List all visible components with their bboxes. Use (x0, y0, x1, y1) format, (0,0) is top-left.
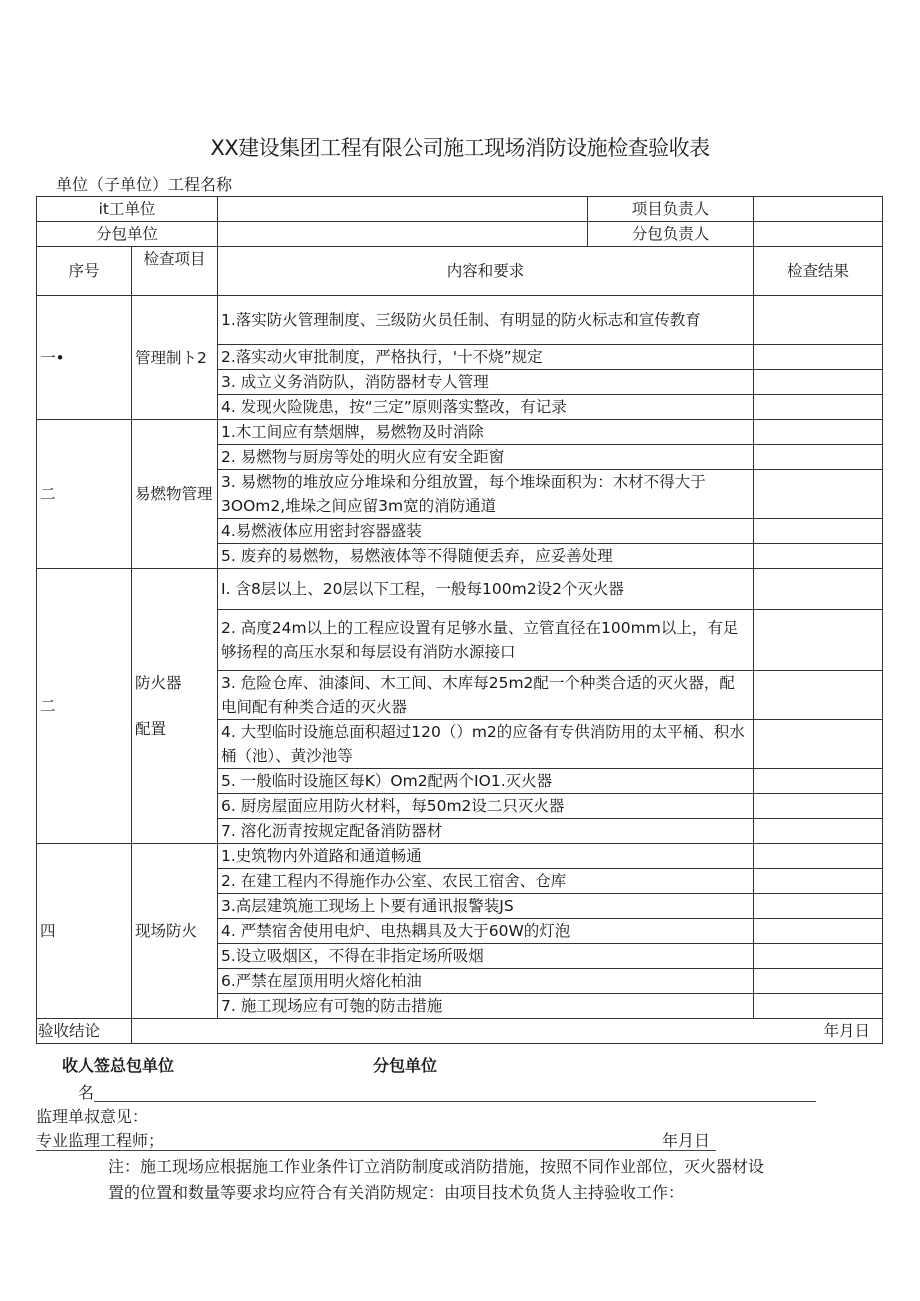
note-line-2: 置的位置和数量等要求均应符合有关消防规定：由项目技术负货人主持验收工作： (108, 1183, 685, 1202)
result-cell[interactable] (754, 470, 883, 519)
sub-unit-label: 分包单位 (37, 222, 218, 247)
header-item: 检查项目 (132, 247, 218, 296)
project-name-label: 单位（子单位）工程名称 (56, 175, 233, 194)
result-cell[interactable] (754, 420, 883, 445)
section-2-row-2: 2. 易燃物与厨房等处的明火应有安全距窗 (218, 445, 754, 470)
result-cell[interactable] (754, 869, 883, 894)
section-4-item: 现场防火 (132, 844, 218, 1019)
section-4-row-7: 7. 施工现场应有可匏的防击措施 (218, 994, 754, 1019)
section-3-row-4: 4. 大型临时设施总面积超过120（）m2的应备有专供消防用的太平桶、积水桶（池）、黄沙池等 (218, 720, 754, 769)
section-1-row-3: 3. 成立义务消防队，消防器材专人管理 (218, 370, 754, 395)
section-2-row-4: 4.易燃液体应用密封容器盛装 (218, 519, 754, 544)
sub-unit-value[interactable] (218, 222, 588, 247)
section-3-row-7: 7. 溶化沥青按规定配备消防器材 (218, 819, 754, 844)
result-cell[interactable] (754, 819, 883, 844)
result-cell[interactable] (754, 445, 883, 470)
section-4-row-5: 5.设立吸烟区，不得在非指定场所吸烟 (218, 944, 754, 969)
acceptance-signature-label: 收人签总包单位 (62, 1056, 175, 1075)
section-2-row-3: 3. 易燃物的堆放应分堆垛和分组放置，每个堆垛面积为：木材不得大于3OOm2,堆垛之间应留3m宽的消防通道 (218, 470, 754, 519)
result-cell[interactable] (754, 720, 883, 769)
section-4-row-4: 4. 严禁宿舍使用电炉、电热耦具及大于60W的灯泡 (218, 919, 754, 944)
section-4-row-6: 6.严禁在屋顶用明火熔化柏油 (218, 969, 754, 994)
page-title: XX建设集团工程有限公司施工现场消防设施检查验收表 (210, 136, 710, 160)
result-cell[interactable] (754, 544, 883, 569)
section-3-row-2: 2. 高度24m以上的工程应设置有足够水量、立管直径在100mm以上，有足够扬程的高压水泵和每层设有消防水源接口 (218, 610, 754, 671)
section-3-item (132, 569, 218, 844)
section-3-item-line2: 配置 (135, 720, 167, 738)
result-cell[interactable] (754, 894, 883, 919)
section-4-row-2: 2. 在建工程内不得施作办公室、农民工宿舍、仓库 (218, 869, 754, 894)
supervisor-signature-line (36, 1150, 716, 1151)
section-1-seq: 一• (37, 296, 132, 420)
info-row-sub (37, 222, 883, 247)
section-2-row-1: 1.木工间应有禁烟牌，易燃物及时消除 (218, 420, 754, 445)
section-1-item: 管理制ト2 (132, 296, 218, 420)
note-line-1: 注：施工现场应根据施工作业条件订立消防制度或消防措施，按照不同作业部位，灭火器材设 (108, 1157, 765, 1176)
section-3-row-6: 6. 厨房屋面应用防火材料，每50m2设二只灭火器 (218, 794, 754, 819)
conclusion-label: 验收结论 (37, 1019, 132, 1044)
result-cell[interactable] (754, 569, 883, 610)
result-cell[interactable] (754, 671, 883, 720)
project-manager-value[interactable] (754, 197, 883, 222)
supervisor-label: 专业监理工程师； (36, 1131, 165, 1150)
result-cell[interactable] (754, 844, 883, 869)
section-3-row-3: 3. 危险仓库、油漆间、木工间、木库每25m2配一个种类合适的灭火器，配电间配有种类合适的灭火器 (218, 671, 754, 720)
construction-unit-value[interactable] (218, 197, 588, 222)
section-3-row-5: 5. 一般临时设施区每K）Om2配两个IO1.灭火器 (218, 769, 754, 794)
result-cell[interactable] (754, 519, 883, 544)
table-row (37, 420, 883, 445)
section-3-row-1: I. 含8层以上、20层以下工程，一般每100m2设2个灭火器 (218, 569, 754, 610)
table-row (37, 569, 883, 610)
section-4-seq: 四 (37, 844, 132, 1019)
result-cell[interactable] (754, 794, 883, 819)
section-1-row-1: 1.落实防火管理制度、三级防火员任制、有明显的防火标志和宣传教育 (218, 296, 754, 345)
construction-unit-label: it工单位 (37, 197, 218, 222)
section-4-row-1: 1.史筑物内外道路和通道畅通 (218, 844, 754, 869)
header-content: 内容和要求 (218, 247, 754, 296)
supervisor-date: 年月日 (662, 1131, 711, 1150)
inspection-table (36, 196, 883, 1044)
section-2-row-5: 5. 废弃的易燃物，易燃液体等不得随便丢弃，应妥善处理 (218, 544, 754, 569)
section-2-item: 易燃物管理 (132, 420, 218, 569)
result-cell[interactable] (754, 944, 883, 969)
section-4-row-3: 3.高层建筑施工现场上卜要有通讯报警装JS (218, 894, 754, 919)
section-1-row-4: 4. 发现火险陇患，按“三定”原则落实整改，有记录 (218, 395, 754, 420)
project-manager-label: 项目负责人 (588, 197, 754, 222)
conclusion-date[interactable]: 年月日 (132, 1019, 883, 1044)
header-seq: 序号 (37, 247, 132, 296)
result-cell[interactable] (754, 395, 883, 420)
result-cell[interactable] (754, 370, 883, 395)
sub-unit-signature-label: 分包单位 (373, 1056, 438, 1075)
result-cell[interactable] (754, 296, 883, 345)
section-3-item-line1: 防火器 (135, 674, 182, 692)
result-cell[interactable] (754, 994, 883, 1019)
section-1-row-2: 2.落实动火审批制度，严格执行，'十不烧”规定 (218, 345, 754, 370)
header-row (37, 247, 883, 296)
conclusion-row (37, 1019, 883, 1044)
table-row (37, 844, 883, 869)
result-cell[interactable] (754, 345, 883, 370)
result-cell[interactable] (754, 919, 883, 944)
table-row (37, 296, 883, 345)
header-result: 检查结果 (754, 247, 883, 296)
sub-manager-value[interactable] (754, 222, 883, 247)
name-label: 名 (78, 1083, 95, 1102)
name-signature-line (94, 1101, 816, 1102)
section-3-seq: 二 (37, 569, 132, 844)
section-2-seq: 二 (37, 420, 132, 569)
result-cell[interactable] (754, 969, 883, 994)
supervision-opinion-label: 监理单叔意见： (36, 1107, 149, 1126)
result-cell[interactable] (754, 769, 883, 794)
info-row-construction (37, 197, 883, 222)
sub-manager-label: 分包负责人 (588, 222, 754, 247)
result-cell[interactable] (754, 610, 883, 671)
